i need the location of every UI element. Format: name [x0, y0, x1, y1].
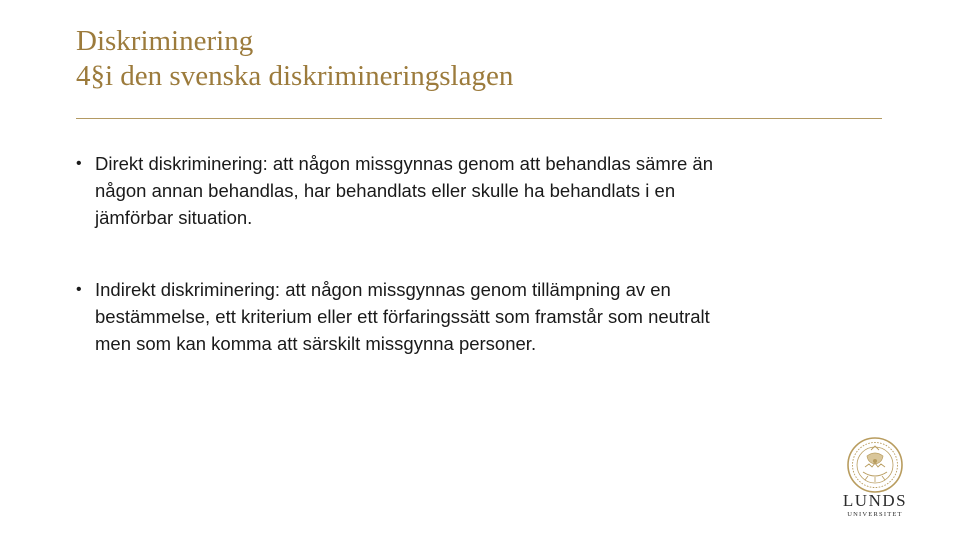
university-seal-icon [848, 438, 902, 492]
title-line-1: Diskriminering [76, 25, 254, 57]
title-line-2: 4§i den svenska diskrimineringslagen [76, 60, 514, 92]
bullet-text-line: bestämmelse, ett kriterium eller ett förfaringssätt som framstår som neutralt [95, 306, 710, 327]
bullet-text-line: men som kan komma att särskilt missgynna personer. [95, 333, 537, 354]
logo-name-text: LUNDS [842, 491, 908, 510]
logo-subtitle-text: UNIVERSITET [847, 511, 903, 518]
lund-university-logo [830, 436, 920, 520]
bullet-text-line: Indirekt diskriminering: att någon missgynnas genom tillämpning av en [95, 279, 671, 300]
bullet-text-line: jämförbar situation. [95, 207, 253, 228]
slide-title [76, 24, 513, 94]
bullet-marker: • [76, 155, 82, 172]
bullet-item-indirect-discrimination [76, 276, 856, 357]
bullet-item-direct-discrimination [76, 150, 856, 231]
title-divider [76, 118, 882, 119]
bullet-text-line: någon annan behandlas, har behandlats eller skulle ha behandlats i en [95, 180, 676, 201]
bullet-list [76, 150, 856, 357]
bullet-marker: • [76, 281, 82, 298]
bullet-text-line: Direkt diskriminering: att någon missgynnas genom att behandlas sämre än [95, 153, 714, 174]
